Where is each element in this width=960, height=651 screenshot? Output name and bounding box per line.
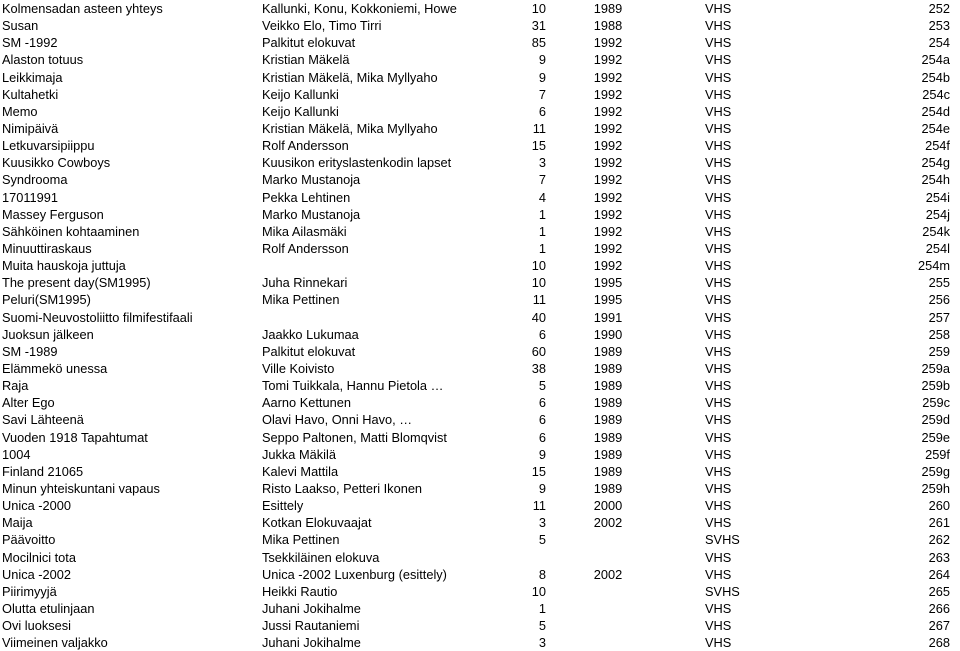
catalog-number-cell: 264 — [928, 566, 950, 582]
author-cell: Aarno Kettunen — [262, 395, 351, 411]
format-cell: VHS — [705, 412, 732, 428]
table-row — [0, 0, 960, 17]
length-cell: 1 — [538, 206, 546, 222]
title-cell: Suomi-Neuvostoliitto filmifestifaali — [2, 309, 193, 325]
year-cell: 1992 — [593, 120, 623, 136]
author-cell: Tomi Tuikkala, Hannu Pietola … — [262, 378, 444, 394]
table-row — [0, 497, 960, 514]
format-cell: VHS — [705, 258, 732, 274]
catalog-number-cell: 254i — [925, 189, 950, 205]
table-row — [0, 480, 960, 497]
author-cell: Kallunki, Konu, Kokkoniemi, Howe — [262, 1, 457, 16]
length-cell: 3 — [538, 155, 546, 171]
title-cell: Susan — [2, 18, 39, 34]
length-cell: 8 — [538, 566, 546, 582]
author-cell: Keijo Kallunki — [262, 103, 339, 119]
catalog-number-cell: 268 — [928, 635, 950, 651]
author-cell: Mika Pettinen — [262, 532, 340, 548]
length-cell: 5 — [538, 618, 546, 634]
table-row — [0, 394, 960, 411]
table-row — [0, 171, 960, 188]
title-cell: Minuuttiraskaus — [2, 240, 92, 256]
table-row — [0, 309, 960, 326]
format-cell: VHS — [705, 378, 732, 394]
format-cell: VHS — [705, 86, 732, 102]
title-cell: Juoksun jälkeen — [2, 326, 94, 342]
length-cell: 10 — [531, 583, 546, 599]
length-cell: 1 — [538, 223, 546, 239]
title-cell: Memo — [2, 103, 38, 119]
title-cell: 1004 — [2, 446, 31, 462]
catalog-number-cell: 254j — [925, 206, 950, 222]
title-cell: Kolmensadan asteen yhteys — [2, 1, 163, 16]
format-cell: VHS — [705, 549, 732, 565]
catalog-number-cell: 259e — [921, 429, 950, 445]
title-cell: Savi Lähteenä — [2, 412, 84, 428]
length-cell: 11 — [532, 292, 546, 308]
catalog-number-cell: 259f — [925, 446, 950, 462]
year-cell: 1992 — [593, 206, 623, 222]
title-cell: Leikkimaja — [2, 69, 63, 85]
year-cell: 1992 — [593, 69, 623, 85]
table-row — [0, 103, 960, 120]
length-cell: 31 — [531, 18, 546, 34]
catalog-number-cell: 266 — [928, 600, 950, 616]
title-cell: Mocilnici tota — [2, 549, 76, 565]
title-cell: SM -1992 — [2, 35, 58, 51]
length-cell: 85 — [531, 35, 546, 51]
year-cell: 1995 — [593, 292, 623, 308]
title-cell: Maija — [2, 515, 33, 531]
length-cell: 1 — [538, 240, 546, 256]
catalog-number-cell: 259c — [922, 395, 950, 411]
catalog-number-cell: 254 — [928, 35, 950, 51]
length-cell: 6 — [538, 326, 546, 342]
format-cell: VHS — [705, 292, 732, 308]
length-cell: 40 — [531, 309, 546, 325]
format-cell: VHS — [705, 618, 732, 634]
table-row — [0, 514, 960, 531]
author-cell: Jussi Rautaniemi — [262, 618, 360, 634]
title-cell: Raja — [2, 378, 29, 394]
title-cell: Alter Ego — [2, 395, 55, 411]
catalog-number-cell: 254e — [921, 120, 950, 136]
length-cell: 11 — [532, 498, 546, 514]
title-cell: SM -1989 — [2, 343, 58, 359]
table-row — [0, 411, 960, 428]
title-cell: Finland 21065 — [2, 463, 84, 479]
year-cell: 1992 — [593, 52, 623, 68]
format-cell: VHS — [705, 515, 732, 531]
author-cell: Palkitut elokuvat — [262, 343, 356, 359]
table-row — [0, 600, 960, 617]
format-cell: VHS — [705, 498, 732, 514]
author-cell: Seppo Paltonen, Matti Blomqvist — [262, 429, 447, 445]
year-cell: 1989 — [593, 463, 623, 479]
catalog-number-cell: 263 — [928, 549, 950, 565]
length-cell: 6 — [538, 395, 546, 411]
catalog-number-cell: 267 — [928, 618, 950, 634]
table-row — [0, 617, 960, 634]
format-cell: VHS — [705, 360, 732, 376]
length-cell: 6 — [538, 412, 546, 428]
author-cell: Ville Koivisto — [262, 360, 335, 376]
title-cell: Vuoden 1918 Tapahtumat — [2, 429, 148, 445]
year-cell: 1989 — [593, 446, 623, 462]
author-cell: Mika Ailasmäki — [262, 223, 347, 239]
catalog-number-cell: 254c — [922, 86, 950, 102]
year-cell: 1989 — [593, 480, 623, 496]
format-cell: VHS — [705, 138, 732, 154]
author-cell: Kristian Mäkelä — [262, 52, 350, 68]
catalog-number-cell: 254d — [921, 103, 950, 119]
title-cell: Ovi luoksesi — [2, 618, 71, 634]
length-cell: 5 — [538, 532, 546, 548]
length-cell: 6 — [538, 429, 546, 445]
format-cell: VHS — [705, 600, 732, 616]
format-cell: SVHS — [705, 583, 740, 599]
table-row — [0, 154, 960, 171]
format-cell: VHS — [705, 52, 732, 68]
year-cell: 1992 — [593, 138, 623, 154]
length-cell: 10 — [531, 275, 546, 291]
length-cell: 9 — [538, 480, 546, 496]
title-cell: Sähköinen kohtaaminen — [2, 223, 140, 239]
catalog-number-cell: 259 — [928, 343, 950, 359]
catalog-number-cell: 257 — [928, 309, 950, 325]
table-row — [0, 463, 960, 480]
format-cell: VHS — [705, 189, 732, 205]
table-row — [0, 549, 960, 566]
catalog-number-cell: 258 — [928, 326, 950, 342]
format-cell: VHS — [705, 343, 732, 359]
table-row — [0, 17, 960, 34]
length-cell: 38 — [531, 360, 546, 376]
table-row — [0, 360, 960, 377]
title-cell: Peluri(SM1995) — [2, 292, 91, 308]
format-cell: VHS — [705, 172, 732, 188]
length-cell: 5 — [538, 378, 546, 394]
catalog-number-cell: 262 — [928, 532, 950, 548]
table-row — [0, 634, 960, 651]
title-cell: Muita hauskoja juttuja — [2, 258, 126, 274]
format-cell: VHS — [705, 326, 732, 342]
format-cell: VHS — [705, 223, 732, 239]
author-cell: Risto Laakso, Petteri Ikonen — [262, 480, 423, 496]
author-cell: Pekka Lehtinen — [262, 189, 351, 205]
catalog-number-cell: 259b — [921, 378, 950, 394]
length-cell: 10 — [531, 258, 546, 274]
format-cell: VHS — [705, 69, 732, 85]
catalog-number-cell: 254f — [925, 138, 950, 154]
author-cell: Jukka Mäkilä — [262, 446, 336, 462]
catalog-number-cell: 252 — [928, 1, 950, 16]
format-cell: VHS — [705, 206, 732, 222]
length-cell: 15 — [531, 138, 546, 154]
title-cell: Olutta etulinjaan — [2, 600, 95, 616]
title-cell: Piirimyyjä — [2, 583, 57, 599]
table-row — [0, 343, 960, 360]
title-cell: Kuusikko Cowboys — [2, 155, 111, 171]
author-cell: Esittely — [262, 498, 304, 514]
author-cell: Tsekkiläinen elokuva — [262, 549, 380, 565]
year-cell: 1991 — [593, 309, 623, 325]
length-cell: 10 — [531, 1, 546, 16]
table-row — [0, 429, 960, 446]
format-cell: VHS — [705, 155, 732, 171]
year-cell: 2002 — [593, 566, 623, 582]
table-row — [0, 566, 960, 583]
catalog-number-cell: 253 — [928, 18, 950, 34]
year-cell: 1992 — [593, 172, 623, 188]
length-cell: 11 — [532, 120, 546, 136]
title-cell: Elämmekö unessa — [2, 360, 108, 376]
year-cell: 2000 — [593, 498, 623, 514]
length-cell: 7 — [538, 172, 546, 188]
length-cell: 9 — [538, 69, 546, 85]
year-cell: 1989 — [593, 378, 623, 394]
year-cell: 1992 — [593, 86, 623, 102]
catalog-number-cell: 254g — [921, 155, 950, 171]
length-cell: 15 — [531, 463, 546, 479]
catalog-number-cell: 254l — [925, 240, 950, 256]
title-cell: Päävoitto — [2, 532, 56, 548]
author-cell: Kotkan Elokuvaajat — [262, 515, 372, 531]
table-row — [0, 291, 960, 308]
table-row — [0, 377, 960, 394]
format-cell: VHS — [705, 309, 732, 325]
catalog-number-cell: 256 — [928, 292, 950, 308]
year-cell: 1995 — [593, 275, 623, 291]
length-cell: 9 — [538, 446, 546, 462]
title-cell: Massey Ferguson — [2, 206, 104, 222]
format-cell: SVHS — [705, 532, 740, 548]
title-cell: Nimipäivä — [2, 120, 59, 136]
format-cell: VHS — [705, 395, 732, 411]
title-cell: Unica -2000 — [2, 498, 72, 514]
catalog-number-cell: 259d — [921, 412, 950, 428]
table-row — [0, 69, 960, 86]
table-row — [0, 583, 960, 600]
author-cell: Mika Pettinen — [262, 292, 340, 308]
table-row — [0, 531, 960, 548]
length-cell: 6 — [538, 103, 546, 119]
author-cell: Kalevi Mattila — [262, 463, 339, 479]
format-cell: VHS — [705, 1, 732, 16]
format-cell: VHS — [705, 35, 732, 51]
year-cell: 1992 — [593, 155, 623, 171]
format-cell: VHS — [705, 103, 732, 119]
table-row — [0, 223, 960, 240]
title-cell: Minun yhteiskuntani vapaus — [2, 480, 160, 496]
length-cell: 60 — [531, 343, 546, 359]
author-cell: Kristian Mäkelä, Mika Myllyaho — [262, 69, 438, 85]
length-cell: 3 — [538, 515, 546, 531]
format-cell: VHS — [705, 566, 732, 582]
title-cell: Syndrooma — [2, 172, 68, 188]
title-cell: Letkuvarsipiippu — [2, 138, 95, 154]
table-row — [0, 206, 960, 223]
title-cell: Alaston totuus — [2, 52, 84, 68]
length-cell: 1 — [538, 600, 546, 616]
author-cell: Juhani Jokihalme — [262, 600, 361, 616]
catalog-number-cell: 259h — [921, 480, 950, 496]
catalog-number-cell: 259g — [921, 463, 950, 479]
author-cell: Unica -2002 Luxenburg (esittely) — [262, 566, 447, 582]
author-cell: Marko Mustanoja — [262, 206, 361, 222]
year-cell: 1989 — [593, 343, 623, 359]
table-row — [0, 120, 960, 137]
author-cell: Palkitut elokuvat — [262, 35, 356, 51]
catalog-number-cell: 265 — [928, 583, 950, 599]
year-cell: 1989 — [593, 429, 623, 445]
catalog-number-cell: 254a — [921, 52, 950, 68]
author-cell: Jaakko Lukumaa — [262, 326, 359, 342]
catalog-number-cell: 254b — [921, 69, 950, 85]
year-cell: 1988 — [593, 18, 623, 34]
author-cell: Juhani Jokihalme — [262, 635, 361, 651]
year-cell: 2002 — [593, 515, 623, 531]
year-cell: 1990 — [593, 326, 623, 342]
catalog-number-cell: 260 — [928, 498, 950, 514]
format-cell: VHS — [705, 120, 732, 136]
author-cell: Rolf Andersson — [262, 240, 349, 256]
author-cell: Juha Rinnekari — [262, 275, 348, 291]
format-cell: VHS — [705, 429, 732, 445]
length-cell: 4 — [538, 189, 546, 205]
format-cell: VHS — [705, 463, 732, 479]
year-cell: 1989 — [593, 1, 623, 16]
format-cell: VHS — [705, 446, 732, 462]
author-cell: Olavi Havo, Onni Havo, … — [262, 412, 413, 428]
format-cell: VHS — [705, 635, 732, 651]
catalog-number-cell: 254h — [921, 172, 950, 188]
title-cell: Kultahetki — [2, 86, 59, 102]
catalog-number-cell: 254k — [922, 223, 950, 239]
author-cell: Kristian Mäkelä, Mika Myllyaho — [262, 120, 438, 136]
year-cell: 1992 — [593, 240, 623, 256]
author-cell: Rolf Andersson — [262, 138, 349, 154]
year-cell: 1992 — [593, 223, 623, 239]
year-cell: 1989 — [593, 412, 623, 428]
title-cell: Viimeinen valjakko — [2, 635, 108, 651]
table-row — [0, 326, 960, 343]
table-row — [0, 86, 960, 103]
format-cell: VHS — [705, 480, 732, 496]
format-cell: VHS — [705, 275, 732, 291]
year-cell: 1992 — [593, 189, 623, 205]
length-cell: 7 — [538, 86, 546, 102]
catalog-number-cell: 255 — [928, 275, 950, 291]
table-row — [0, 34, 960, 51]
year-cell: 1992 — [593, 258, 623, 274]
table-row — [0, 446, 960, 463]
title-cell: The present day(SM1995) — [2, 275, 151, 291]
catalog-number-cell: 259a — [921, 360, 950, 376]
year-cell: 1992 — [593, 103, 623, 119]
year-cell: 1989 — [593, 395, 623, 411]
table-row — [0, 137, 960, 154]
length-cell: 9 — [538, 52, 546, 68]
author-cell: Heikki Rautio — [262, 583, 338, 599]
title-cell: Unica -2002 — [2, 566, 72, 582]
table-row — [0, 189, 960, 206]
table-row — [0, 240, 960, 257]
format-cell: VHS — [705, 240, 732, 256]
year-cell: 1992 — [593, 35, 623, 51]
year-cell: 1989 — [593, 360, 623, 376]
table-row — [0, 257, 960, 274]
length-cell: 3 — [538, 635, 546, 651]
catalog-number-cell: 254m — [917, 258, 950, 274]
author-cell: Marko Mustanoja — [262, 172, 361, 188]
author-cell: Veikko Elo, Timo Tirri — [262, 18, 382, 34]
catalog-number-cell: 261 — [928, 515, 950, 531]
author-cell: Keijo Kallunki — [262, 86, 339, 102]
table-row — [0, 51, 960, 68]
table-row — [0, 274, 960, 291]
title-cell: 17011991 — [2, 189, 58, 205]
author-cell: Kuusikon erityslastenkodin lapset — [262, 155, 452, 171]
format-cell: VHS — [705, 18, 732, 34]
